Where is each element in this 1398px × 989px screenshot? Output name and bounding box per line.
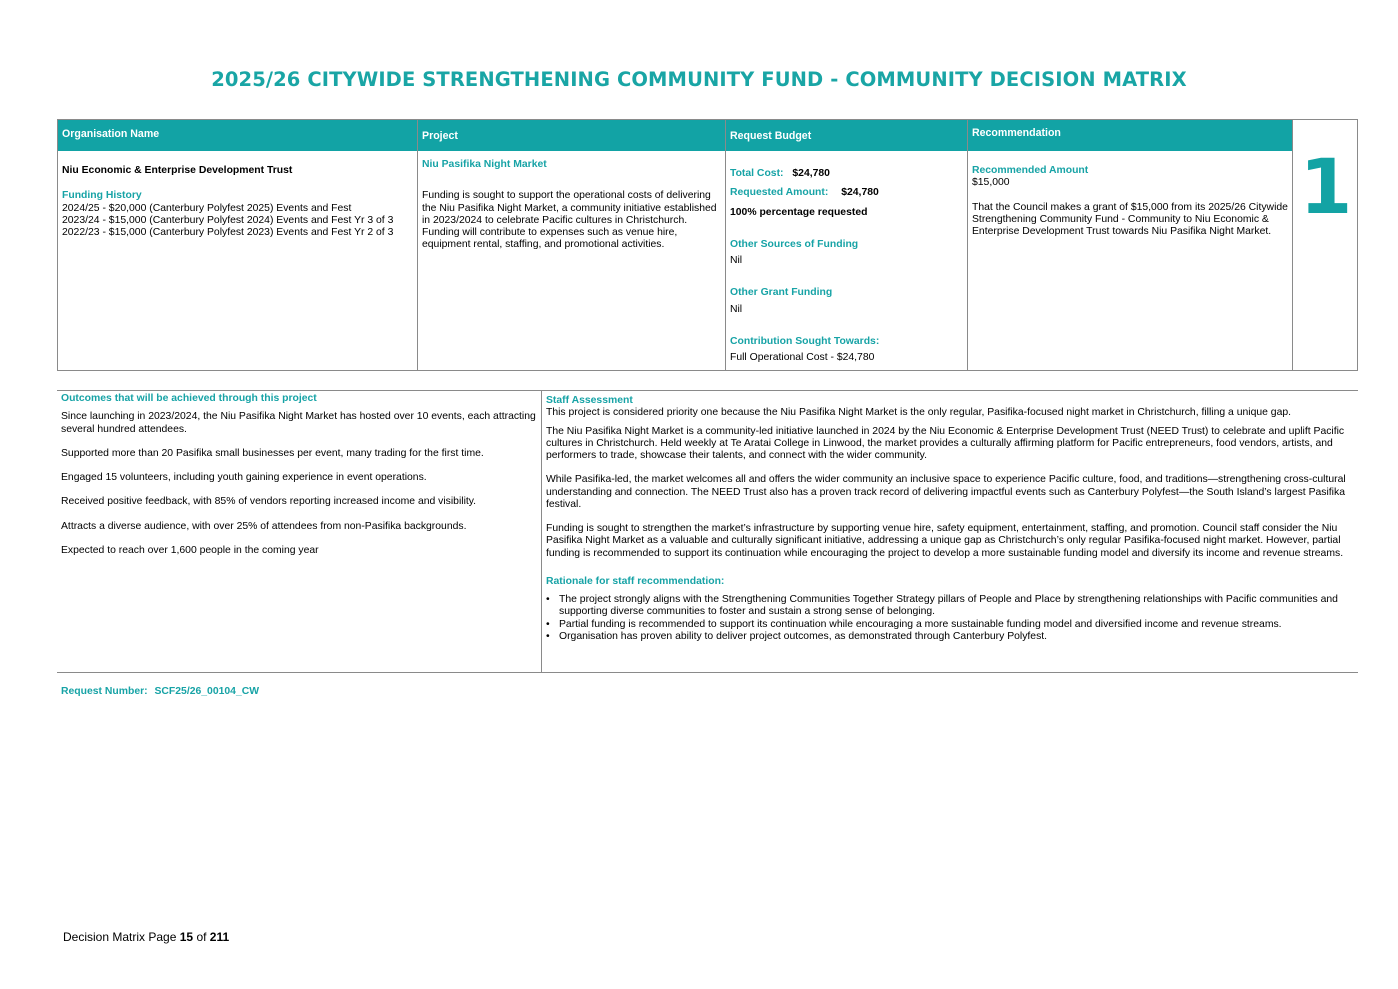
outcome-item: Since launching in 2023/2024, the Niu Pasifika Night Market has hosted over 10 events, each attracting several hundred attendees.	[61, 411, 536, 435]
percentage-requested: 100% percentage requested	[730, 206, 868, 218]
footer-page: 15	[179, 930, 194, 944]
budget-column	[726, 120, 968, 370]
staff-assessment-label: Staff Assessment	[546, 395, 633, 406]
assessment-paragraph: The Niu Pasifika Night Market is a community-led initiative launched in 2024 by the Niu Economic & Enterprise Development Trust (NEED Trust) to celebrate and uplift Pacific cultures in Christchurch. Held weekly at Te Aratai College in Linwood, the market provides a culturally affirming platform for Pacific entrepreneurs, food vendors, artists, and performers to trade, showcase their talents, and connect with the wider community.	[546, 425, 1345, 462]
page-footer	[63, 930, 229, 944]
recommended-amount-value: $15,000	[972, 177, 1010, 189]
project-header: Project	[418, 120, 725, 151]
rationale-item: • Organisation has proven ability to deliver project outcomes, as demonstrated through Canterbury Polyfest.	[546, 631, 1354, 643]
rationale-list	[546, 594, 1354, 643]
recommended-amount-label: Recommended Amount	[972, 165, 1089, 176]
outcomes-pane	[57, 391, 542, 672]
footer-of: of	[196, 930, 207, 944]
project-description: Funding is sought to support the operational costs of delivering the Niu Pasifika Night Market, a community initiative established in 2023/2024 to celebrate Pacific cultures in Christchurch. Funding will contribute to expenses such as venue hire, equipment rental, staffing, and promotional activities.	[422, 190, 717, 251]
organisation-header: Organisation Name	[58, 120, 417, 151]
request-number-label: Request Number:	[61, 686, 148, 697]
outcome-item: Attracts a diverse audience, with over 25% of attendees from non-Pasifika backgrounds.	[61, 520, 467, 532]
request-number	[61, 686, 259, 698]
total-cost-row	[730, 168, 963, 180]
recommendation-header: Recommendation	[968, 120, 1292, 151]
footer-total: 211	[209, 930, 230, 944]
decision-matrix-table	[57, 119, 1358, 371]
recommendation-column	[968, 120, 1293, 370]
assessment-section	[57, 390, 1358, 673]
funding-history-item: 2022/23 - $15,000 (Canterbury Polyfest 2023) Events and Fest Yr 2 of 3	[62, 227, 394, 239]
total-cost-label: Total Cost:	[730, 168, 784, 179]
contribution-label: Contribution Sought Towards:	[730, 335, 880, 347]
outcomes-label: Outcomes that will be achieved through this project	[61, 393, 317, 404]
organisation-name: Niu Economic & Enterprise Development Trust	[62, 165, 293, 176]
other-sources-value: Nil	[730, 255, 743, 267]
other-sources-label: Other Sources of Funding	[730, 238, 859, 250]
budget-header: Request Budget	[726, 120, 967, 151]
organisation-column	[58, 120, 418, 370]
project-column	[418, 120, 726, 370]
outcome-item: Expected to reach over 1,600 people in the coming year	[61, 544, 319, 556]
total-cost-value: $24,780	[792, 168, 830, 179]
priority-number: 1	[1299, 142, 1353, 231]
priority-column	[1293, 120, 1359, 370]
funding-history-label: Funding History	[62, 190, 142, 202]
assessment-paragraph: This project is considered priority one because the Niu Pasifika Night Market is the only regular, Pasifika-focused night market in Christchurch, filling a unique gap.	[546, 407, 1292, 419]
page-title: 2025/26 CITYWIDE STRENGTHENING COMMUNITY FUND - COMMUNITY DECISION MATRIX	[211, 68, 1187, 91]
funding-history-item: 2024/25 - $20,000 (Canterbury Polyfest 2025) Events and Fest	[62, 202, 352, 214]
requested-amount-label: Requested Amount:	[730, 187, 829, 199]
project-name: Niu Pasifika Night Market	[422, 159, 547, 170]
other-grant-label: Other Grant Funding	[730, 287, 833, 299]
rationale-label: Rationale for staff recommendation:	[546, 575, 725, 587]
assessment-paragraph: While Pasifika-led, the market welcomes all and offers the wider community an inclusive space to experience Pacific culture, food, and traditions—strengthening cross-cultural understanding and connection. The NEED Trust also has a proven track record of delivering impactful events such as Canterbury Polyfest—the South Island’s largest Pasifika festival.	[546, 474, 1346, 510]
outcome-item: Engaged 15 volunteers, including youth gaining experience in event operations.	[61, 472, 427, 484]
rationale-item: • Partial funding is recommended to support its continuation while encouraging a more sustainable funding model and diversified income and revenue streams.	[546, 619, 1354, 631]
funding-history-item: 2023/24 - $15,000 (Canterbury Polyfest 2024) Events and Fest Yr 3 of 3	[62, 214, 394, 226]
requested-amount-value: $24,780	[841, 187, 879, 199]
outcome-item: Supported more than 20 Pasifika small businesses per event, many trading for the first time.	[61, 447, 484, 459]
requested-amount-row	[730, 187, 963, 199]
request-number-value: SCF25/26_00104_CW	[154, 686, 260, 697]
footer-prefix: Decision Matrix Page	[63, 930, 177, 944]
assessment-paragraph: Funding is sought to strengthen the market’s infrastructure by supporting venue hire, safety equipment, entertainment, staffing, and promotion. Council staff consider the Niu Pasifika Night Market as a valuable and culturally significant initiative, addressing a unique gap as Christchurch’s only regular Pasifika-focused night market. However, partial funding is recommended to support its continuation while encouraging the project to develop a more sustainable funding model and diversify its income and revenue streams.	[546, 523, 1344, 559]
staff-assessment-pane	[542, 391, 1358, 672]
rationale-item: • The project strongly aligns with the Strengthening Communities Together Strategy pillars of People and Place by strengthening relationships with Pacific communities and supporting diverse communities to foster and sustain a strong sense of belonging.	[546, 594, 1354, 619]
outcome-item: Received positive feedback, with 85% of vendors reporting increased income and visibility.	[61, 496, 477, 508]
recommendation-text: That the Council makes a grant of $15,000 from its 2025/26 Citywide Strengthening Community Fund - Community to Niu Economic & Enterprise Development Trust towards Niu Pasifika Night Market.	[972, 201, 1288, 238]
contribution-value: Full Operational Cost - $24,780	[730, 352, 875, 364]
other-grant-value: Nil	[730, 303, 743, 315]
